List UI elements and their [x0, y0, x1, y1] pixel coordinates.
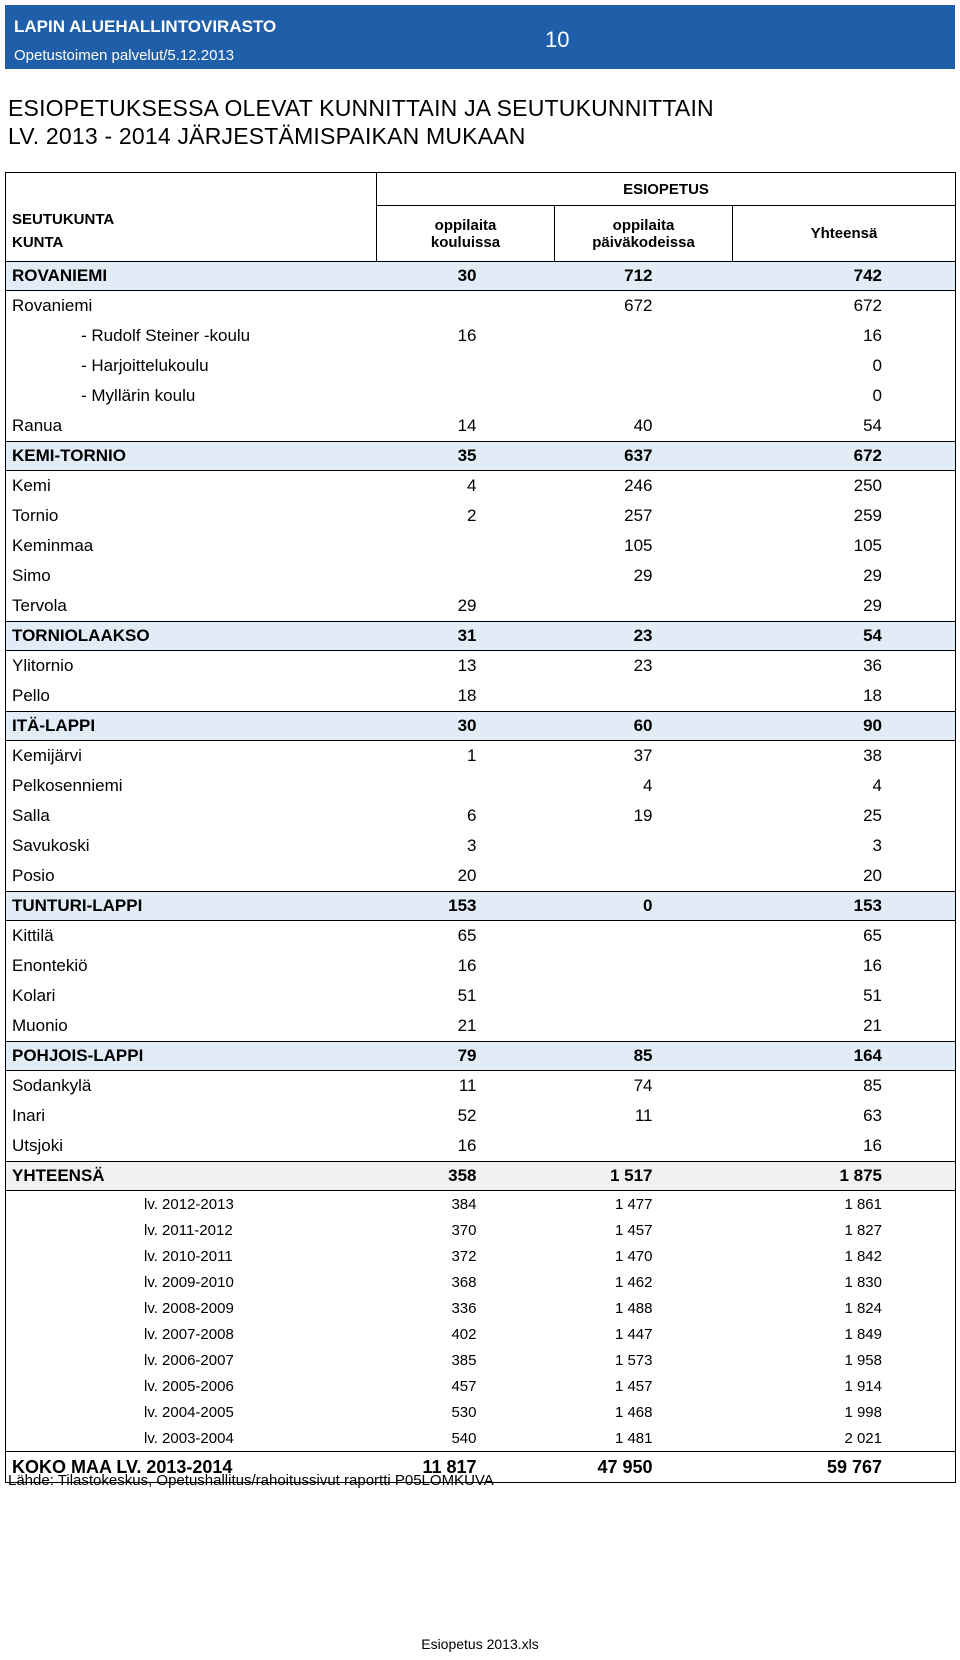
value-daycare [555, 1131, 733, 1162]
row-name: POHJOIS-LAPPI [6, 1042, 377, 1071]
value-total: 90 [733, 712, 956, 741]
value-schools: 11 817 [377, 1452, 555, 1483]
value-daycare: 1 468 [614, 1403, 653, 1421]
history-row [6, 1191, 956, 1218]
row-name: lv. 2003-2004 [6, 1425, 377, 1452]
municipality-row [6, 531, 956, 561]
region-row [6, 622, 956, 651]
municipality-row [6, 741, 956, 772]
value-total: 1 830 [733, 1269, 956, 1295]
row-name: Tornio [6, 501, 377, 531]
value-schools: 530 [451, 1403, 477, 1421]
region-row [6, 262, 956, 291]
value-schools: 14 [457, 416, 477, 435]
history-row [6, 1347, 956, 1373]
value-total: 38 [733, 741, 956, 772]
row-name: KOKO MAA LV. 2013-2014 [6, 1452, 377, 1483]
value-total: 65 [733, 921, 956, 952]
municipality-row [6, 381, 956, 411]
value-schools: 372 [451, 1247, 477, 1265]
value-total: 36 [733, 651, 956, 682]
history-row [6, 1399, 956, 1425]
value-schools: 1 [467, 746, 477, 765]
col-header-municipality: KUNTA [6, 234, 377, 262]
value-schools: 21 [457, 1016, 477, 1035]
row-name: Kemijärvi [6, 741, 377, 772]
col-header-b-line2: päiväkodeissa [555, 234, 733, 262]
row-name: lv. 2007-2008 [6, 1321, 377, 1347]
value-daycare [555, 381, 733, 411]
total-row [6, 1162, 956, 1191]
value-schools: 3 [467, 836, 477, 855]
value-total: 54 [733, 411, 956, 442]
value-daycare: 1 457 [614, 1377, 653, 1395]
value-schools [377, 291, 555, 322]
value-schools: 2 [467, 506, 477, 525]
region-row [6, 442, 956, 471]
row-name: Simo [6, 561, 377, 591]
value-daycare: 19 [633, 806, 653, 825]
col-header-b-line1: oppilaita [555, 206, 733, 235]
value-schools: 336 [451, 1299, 477, 1317]
value-total: 0 [733, 351, 956, 381]
municipality-row [6, 591, 956, 622]
source-note: Lähde: Tilastokeskus, Opetushallitus/rahoitussivut raportti P05LOMKUVA [8, 1472, 494, 1489]
row-name: lv. 2011-2012 [6, 1217, 377, 1243]
history-row [6, 1373, 956, 1399]
value-daycare: 712 [555, 262, 733, 291]
value-daycare [555, 861, 733, 892]
value-schools: 11 [458, 1076, 477, 1095]
row-name: lv. 2010-2011 [6, 1243, 377, 1269]
header-subtitle: Opetustoimen palvelut/5.12.2013 [14, 47, 235, 64]
value-daycare: 1 481 [614, 1429, 653, 1447]
title-line-2: LV. 2013 - 2014 JÄRJESTÄMISPAIKAN MUKAAN [8, 123, 526, 149]
value-total: 672 [733, 442, 956, 471]
value-total: 54 [733, 622, 956, 651]
value-total: 0 [733, 381, 956, 411]
title-line-1: ESIOPETUKSESSA OLEVAT KUNNITTAIN JA SEUTUKUNNITTAIN [8, 95, 714, 121]
value-schools: 4 [467, 476, 477, 495]
value-schools: 540 [451, 1429, 477, 1447]
value-total: 1 842 [733, 1243, 956, 1269]
value-total: 1 861 [733, 1191, 956, 1218]
value-schools: 358 [377, 1162, 555, 1191]
value-schools: 30 [377, 262, 555, 291]
value-daycare: 85 [555, 1042, 733, 1071]
value-daycare: 1 477 [614, 1195, 653, 1213]
row-name: KEMI-TORNIO [6, 442, 377, 471]
page-number: 10 [545, 27, 570, 52]
value-schools: 384 [451, 1195, 477, 1213]
row-name: TUNTURI-LAPPI [6, 892, 377, 921]
value-total: 16 [733, 951, 956, 981]
value-daycare: 23 [633, 656, 653, 675]
municipality-row [6, 651, 956, 682]
row-name: Savukoski [6, 831, 377, 861]
value-schools: 16 [457, 326, 477, 345]
municipality-row [6, 771, 956, 801]
row-name: Keminmaa [6, 531, 377, 561]
municipality-row [6, 1011, 956, 1042]
row-name: Salla [6, 801, 377, 831]
header-banner [5, 5, 955, 69]
organization-name: LAPIN ALUEHALLINTOVIRASTO [14, 17, 277, 36]
value-schools: 52 [457, 1106, 477, 1125]
value-schools: 370 [451, 1221, 477, 1239]
col-header-a-line1: oppilaita [377, 206, 555, 235]
value-schools [377, 351, 555, 381]
history-row [6, 1243, 956, 1269]
value-total: 59 767 [733, 1452, 956, 1483]
region-row [6, 892, 956, 921]
row-name: Ylitornio [6, 651, 377, 682]
value-total: 164 [733, 1042, 956, 1071]
value-schools: 18 [457, 686, 477, 705]
value-total: 51 [733, 981, 956, 1011]
row-name: lv. 2004-2005 [6, 1399, 377, 1425]
row-name: - Harjoittelukoulu [6, 351, 377, 381]
document-title [8, 94, 714, 150]
footer-filename: Esiopetus 2013.xls [421, 1636, 539, 1652]
value-total: 20 [733, 861, 956, 892]
value-schools: 51 [457, 986, 477, 1005]
region-row [6, 1042, 956, 1071]
municipality-row [6, 321, 956, 351]
value-total: 1 875 [733, 1162, 956, 1191]
row-name: - Myllärin koulu [6, 381, 377, 411]
row-name: Ranua [6, 411, 377, 442]
history-row [6, 1217, 956, 1243]
value-daycare: 37 [633, 746, 653, 765]
row-name: Posio [6, 861, 377, 892]
value-total: 1 849 [733, 1321, 956, 1347]
value-total: 250 [733, 471, 956, 502]
value-daycare: 1 573 [614, 1351, 653, 1369]
value-schools: 29 [457, 596, 477, 615]
row-name: lv. 2006-2007 [6, 1347, 377, 1373]
row-name: lv. 2005-2006 [6, 1373, 377, 1399]
municipality-row [6, 561, 956, 591]
table-header [6, 173, 956, 262]
col-header-a-line2: kouluissa [377, 234, 555, 262]
value-total: 672 [733, 291, 956, 322]
row-name: ROVANIEMI [6, 262, 377, 291]
value-schools: 13 [457, 656, 477, 675]
value-total: 105 [733, 531, 956, 561]
municipality-row [6, 1071, 956, 1102]
value-daycare: 1 488 [614, 1299, 653, 1317]
row-name: Kemi [6, 471, 377, 502]
value-daycare: 1 462 [614, 1273, 653, 1291]
value-daycare [555, 951, 733, 981]
row-name: Inari [6, 1101, 377, 1131]
value-daycare: 23 [555, 622, 733, 651]
value-total: 18 [733, 681, 956, 712]
municipality-row [6, 1131, 956, 1162]
row-name: ITÄ-LAPPI [6, 712, 377, 741]
row-name: Kittilä [6, 921, 377, 952]
table-body [6, 262, 956, 1483]
value-daycare: 1 470 [614, 1247, 653, 1265]
history-row [6, 1295, 956, 1321]
region-row [6, 712, 956, 741]
value-daycare [555, 1011, 733, 1042]
municipality-row [6, 681, 956, 712]
value-total: 153 [733, 892, 956, 921]
value-daycare [555, 591, 733, 622]
value-daycare: 47 950 [555, 1452, 733, 1483]
municipality-row [6, 471, 956, 502]
municipality-row [6, 501, 956, 531]
value-daycare: 1 457 [614, 1221, 653, 1239]
row-name: Kolari [6, 981, 377, 1011]
value-total: 25 [733, 801, 956, 831]
history-row [6, 1269, 956, 1295]
municipality-row [6, 801, 956, 831]
value-daycare: 11 [634, 1106, 653, 1125]
value-total: 742 [733, 262, 956, 291]
col-header-total: Yhteensä [733, 206, 956, 262]
value-daycare [555, 831, 733, 861]
value-daycare: 0 [555, 892, 733, 921]
value-total: 259 [733, 501, 956, 531]
value-schools [377, 561, 555, 591]
value-total: 29 [733, 561, 956, 591]
value-daycare: 29 [633, 566, 653, 585]
municipality-row [6, 861, 956, 892]
value-daycare [555, 921, 733, 952]
row-name: Pelkosenniemi [6, 771, 377, 801]
value-total: 4 [733, 771, 956, 801]
value-schools: 31 [377, 622, 555, 651]
row-name: Utsjoki [6, 1131, 377, 1162]
value-daycare: 1 517 [555, 1162, 733, 1191]
value-daycare [555, 981, 733, 1011]
value-schools: 16 [457, 956, 477, 975]
row-name: lv. 2012-2013 [6, 1191, 377, 1218]
value-schools: 35 [377, 442, 555, 471]
value-schools: 65 [457, 926, 477, 945]
statistics-table [5, 172, 956, 1483]
value-schools: 153 [377, 892, 555, 921]
row-name: - Rudolf Steiner -koulu [6, 321, 377, 351]
value-schools [377, 771, 555, 801]
value-total: 2 021 [733, 1425, 956, 1452]
value-daycare: 4 [643, 776, 653, 795]
municipality-row [6, 951, 956, 981]
value-daycare: 672 [624, 296, 653, 315]
municipality-row [6, 831, 956, 861]
value-total: 21 [733, 1011, 956, 1042]
value-daycare [555, 681, 733, 712]
value-schools: 402 [451, 1325, 477, 1343]
value-daycare: 1 447 [614, 1325, 653, 1343]
value-schools: 385 [451, 1351, 477, 1369]
value-schools: 16 [457, 1136, 477, 1155]
row-name: Enontekiö [6, 951, 377, 981]
value-schools: 457 [451, 1377, 477, 1395]
col-header-region: SEUTUKUNTA [6, 206, 377, 235]
municipality-row [6, 981, 956, 1011]
row-name: lv. 2008-2009 [6, 1295, 377, 1321]
value-daycare: 257 [624, 506, 653, 525]
municipality-row [6, 1101, 956, 1131]
value-total: 63 [733, 1101, 956, 1131]
row-name: Sodankylä [6, 1071, 377, 1102]
history-row [6, 1321, 956, 1347]
value-schools: 368 [451, 1273, 477, 1291]
value-total: 29 [733, 591, 956, 622]
esiopetus-group-header: ESIOPETUS [377, 173, 956, 206]
history-row [6, 1425, 956, 1452]
value-daycare: 637 [555, 442, 733, 471]
value-schools [377, 381, 555, 411]
row-name: YHTEENSÄ [6, 1162, 377, 1191]
value-total: 3 [733, 831, 956, 861]
value-total: 1 958 [733, 1347, 956, 1373]
value-schools: 79 [377, 1042, 555, 1071]
value-schools: 6 [467, 806, 477, 825]
value-daycare [555, 321, 733, 351]
value-total: 1 998 [733, 1399, 956, 1425]
municipality-row [6, 411, 956, 442]
value-total: 1 914 [733, 1373, 956, 1399]
value-daycare: 246 [624, 476, 653, 495]
value-total: 85 [733, 1071, 956, 1102]
row-name: TORNIOLAAKSO [6, 622, 377, 651]
municipality-row [6, 291, 956, 322]
row-name: lv. 2009-2010 [6, 1269, 377, 1295]
municipality-row [6, 351, 956, 381]
value-daycare: 105 [624, 536, 653, 555]
row-name: Muonio [6, 1011, 377, 1042]
value-daycare: 60 [555, 712, 733, 741]
value-schools [377, 531, 555, 561]
value-daycare [555, 351, 733, 381]
value-daycare: 74 [633, 1076, 653, 1095]
row-name: Tervola [6, 591, 377, 622]
row-name: Rovaniemi [6, 291, 377, 322]
value-total: 1 824 [733, 1295, 956, 1321]
municipality-row [6, 921, 956, 952]
row-name: Pello [6, 681, 377, 712]
value-daycare: 40 [633, 416, 653, 435]
value-total: 16 [733, 321, 956, 351]
value-total: 1 827 [733, 1217, 956, 1243]
value-schools: 30 [377, 712, 555, 741]
value-total: 16 [733, 1131, 956, 1162]
value-schools: 20 [457, 866, 477, 885]
